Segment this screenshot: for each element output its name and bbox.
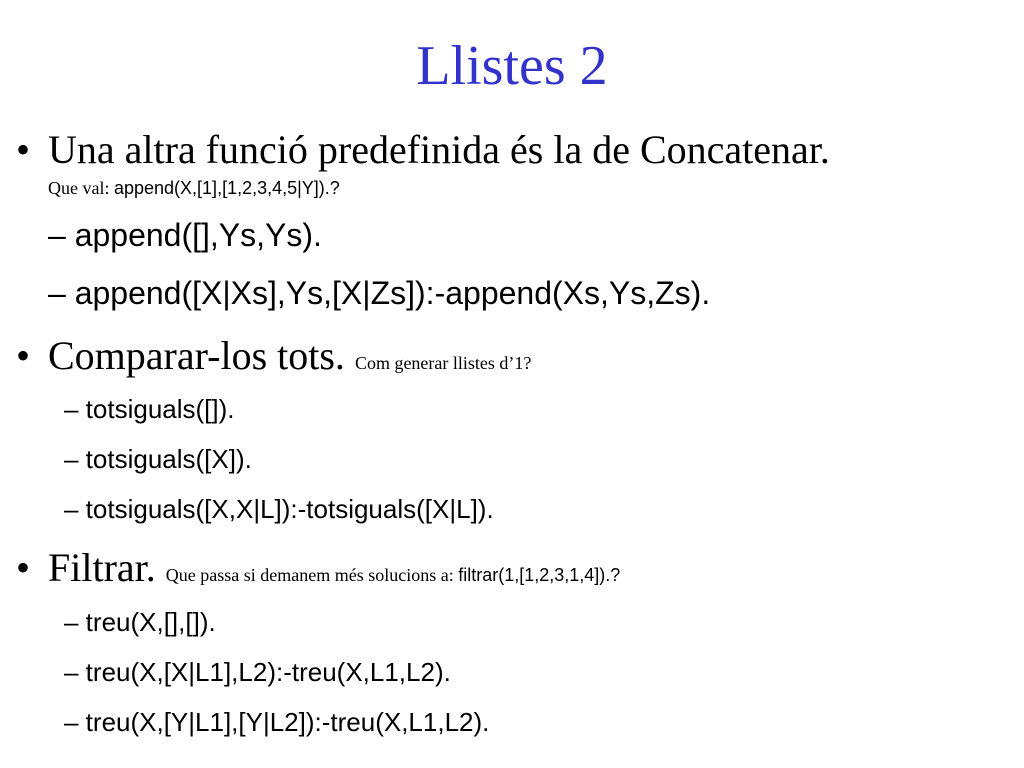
subitem: – totsiguals([]). xyxy=(64,394,235,424)
bullet-concatenar xyxy=(16,128,830,172)
note-code: append(X,[1],[1,2,3,4,5|Y]).? xyxy=(113,178,340,198)
bullet-marker: • xyxy=(16,333,31,378)
note-serif: Que passa si demanem més solucions a: xyxy=(165,565,459,585)
subitem: – treu(X,[X|L1],L2):-treu(X,L1,L2). xyxy=(64,657,451,687)
subitem: – append([],Ys,Ys). xyxy=(48,217,322,253)
bullet-note xyxy=(48,177,340,201)
note-code: filtrar(1,[1,2,3,1,4]).? xyxy=(458,565,621,585)
slide-title: Llistes 2 xyxy=(416,35,608,97)
bullet-marker: • xyxy=(16,127,31,172)
subitem: – append([X|Xs],Ys,[X|Zs]):-append(Xs,Ys,Zs). xyxy=(48,275,711,311)
subitem: – treu(X,[Y|L1],[Y|L2]):-treu(X,L1,L2). xyxy=(64,707,490,737)
subitem: – totsiguals([X]). xyxy=(64,444,252,474)
bullet-marker: • xyxy=(16,545,31,590)
bullet-text: Comparar-los tots. xyxy=(48,333,345,378)
note-serif: Que val: xyxy=(48,178,114,198)
subitem: – totsiguals([X,X|L]):-totsiguals([X|L]). xyxy=(64,494,494,524)
bullet-filtrar xyxy=(16,546,620,597)
note-serif: Com generar llistes d’1? xyxy=(354,353,532,373)
bullet-comparar xyxy=(16,334,531,385)
bullet-text: Una altra funció predefinida és la de Concatenar. xyxy=(48,127,830,172)
bullet-text: Filtrar. xyxy=(48,545,156,590)
subitem: – treu(X,[],[]). xyxy=(64,607,216,637)
